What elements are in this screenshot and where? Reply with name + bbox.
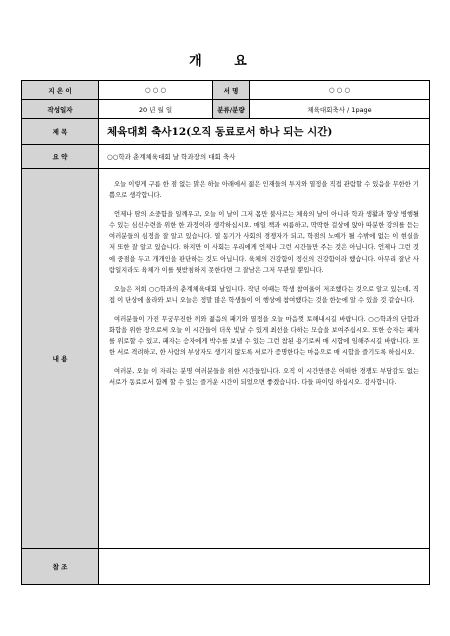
page-title: 개 요 xyxy=(189,54,261,69)
content-label: 내 용 xyxy=(22,169,99,549)
subject-row xyxy=(22,119,430,145)
subject-label: 제 목 xyxy=(22,119,99,145)
content-paragraph: 오늘 이렇게 구름 한 점 없는 맑은 하늘 아래에서 젊은 인재들의 투지와 열정을 직접 관람할 수 있음을 무한한 기쁨으로 생각합니다. xyxy=(109,181,419,200)
reference-label: 참 조 xyxy=(22,549,99,585)
reference-value xyxy=(99,549,430,585)
content-body xyxy=(99,169,429,395)
subject-cell xyxy=(99,119,430,145)
date-row xyxy=(22,100,430,119)
content-paragraph: 오늘은 저희 ○○학과의 춘계체육대회 날입니다. 작년 이때는 학생 참여율이 저조했다는 것으로 알고 있는데, 직접 이 단상에 올라와 보니 오늘은 정말 많은 학생들이 이 행상에 참여했다는 것을 한눈에 알 수 있을 것 같습니다. xyxy=(109,285,419,304)
summary-value: ○○학과 춘계체육대회 날 학과장의 대회 축사 xyxy=(99,145,430,169)
signature-value: ○ ○ ○ xyxy=(250,81,430,100)
author-row xyxy=(22,81,430,100)
author-value: ○ ○ ○ xyxy=(99,81,213,100)
date-value: 20 년 월 일 xyxy=(99,100,213,119)
content-paragraph: 여러분, 오늘 이 자리는 분명 여러분들을 위한 시간들입니다. 오직 이 시간만큼은 어떠한 경쟁도 부담감도 없는 서로가 동료로서 함께 할 수 있는 즐거운 시간이 되었으면 좋겠습니다. 다들 파이팅 하십시오. 감사합니다. xyxy=(109,368,419,387)
category-value: 체육대회축사 / 1page xyxy=(250,100,430,119)
overview-table xyxy=(21,80,430,585)
category-label: 분류/분량 xyxy=(213,100,250,119)
summary-row xyxy=(22,145,430,169)
content-paragraph: 여러분들이 가진 무궁무진한 끼와 젊음의 패기와 열정을 오늘 마음껏 토해내시길 바랍니다. ○○학과의 단합과 화합을 위한 장으로써 오늘 이 시간들이 더욱 빛날 수 있게 최선을 다하는 모습을 보여주십시오. 또한 승자는 패자를 위로할 수 있고, 패자는 승자에게 박수를 보낼 수 있는 그런 참된 용기로써 매 시합에 임해주시길 바랍니다. 또한 서로 격려하고, 한 사람의 부상자도 생기지 않도록 서로가 증명한다는 마음으로 매 시합을 즐기도록 하십시오. xyxy=(109,315,419,357)
author-label: 지 은 이 xyxy=(22,81,99,100)
content-paragraph: 언제나 땀의 소중함을 일깨우고, 오늘 이 날이 그저 몸만 불사르는 체육의 날이 아니라 학과 생활과 향상 병행될 수 있는 심신수련을 위한 한 과정이라 생각하십시오. 매일 책과 씨름하고, 딱딱한 걸상에 앉아 따분한 강의를 듣는 여러분들의 심정을 잘 알고 있습니다. 열 동기가 사회의 경쟁자가 되고, 학점의 노예가 될 수밖에 없는 이 현실을 저 또한 잘 알고 있습니다. 하지만 이 사회는 우리에게 언제나 그런 시간들만 주는 것은 아닙니다. 언제나 그런 것에 중점을 두고 개개인을 판단하는 것도 아닙니다. 육체의 건강함이 정신의 건강함이라 했습니다. 아무리 잘난 사람일지라도 육체가 이를 뒷받침하지 못한다면 그 잘남은 그저 무관일 뿐입니다. xyxy=(109,211,419,274)
summary-label: 요 약 xyxy=(22,145,99,169)
content-row xyxy=(22,169,430,549)
date-label: 작성일자 xyxy=(22,100,99,119)
content-cell xyxy=(99,169,430,549)
reference-row xyxy=(22,549,430,585)
signature-label: 서 명 xyxy=(213,81,250,100)
subject-value: 체육대회 축사12(오직 동료로서 하나 되는 시간) xyxy=(107,126,333,138)
